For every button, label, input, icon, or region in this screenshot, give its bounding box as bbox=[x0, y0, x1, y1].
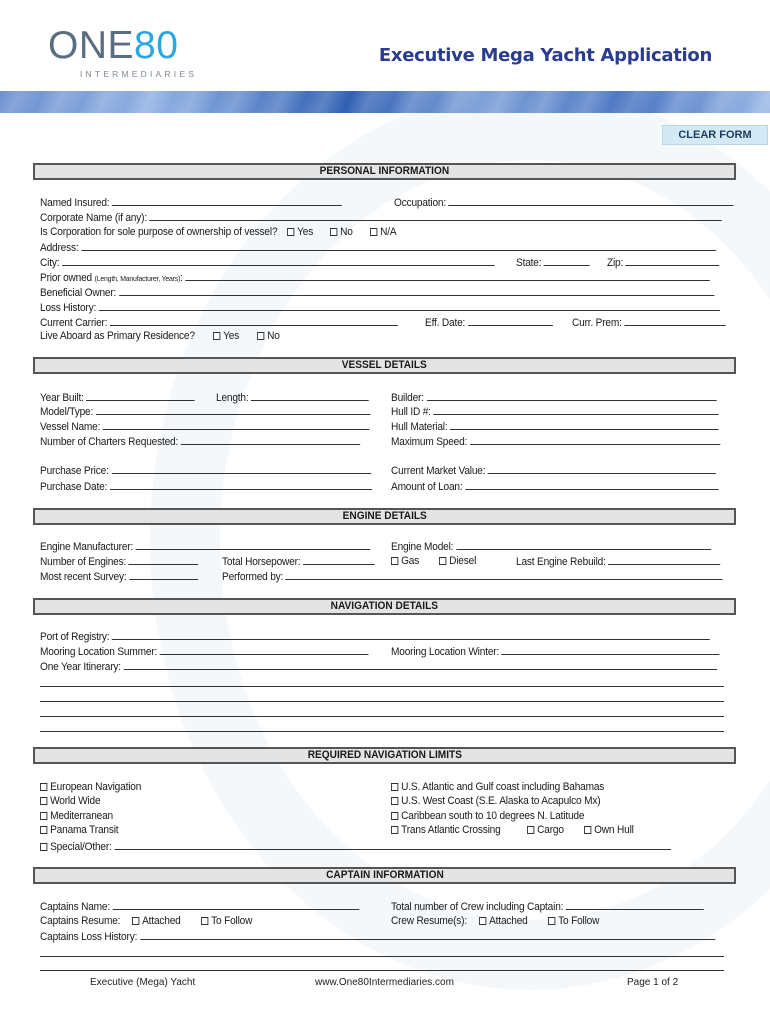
logo-subtitle: INTERMEDIARIES bbox=[80, 69, 198, 79]
mediterranean-checkbox[interactable]: Mediterranean bbox=[40, 810, 113, 823]
footer-form-name: Executive (Mega) Yacht bbox=[90, 977, 196, 988]
corporation-question: Is Corporation for sole purpose of ownership of vessel? bbox=[40, 226, 278, 238]
corporate-name-field[interactable]: Corporate Name (if any): bbox=[40, 211, 722, 225]
footer-page-number: Page 1 of 2 bbox=[627, 977, 679, 988]
hull-id-field[interactable]: Hull ID #: bbox=[391, 405, 719, 419]
maximum-speed-field[interactable]: Maximum Speed: bbox=[391, 435, 720, 449]
caribbean-checkbox[interactable]: Caribbean south to 10 degrees N. Latitude bbox=[391, 810, 584, 823]
live-aboard-question: Live Aboard as Primary Residence? bbox=[40, 330, 195, 342]
eff-date-field[interactable]: Eff. Date: bbox=[425, 316, 552, 330]
number-of-engines-field[interactable]: Number of Engines: bbox=[40, 555, 199, 569]
us-atlantic-checkbox[interactable]: U.S. Atlantic and Gulf coast including Bahamas bbox=[391, 781, 604, 794]
corp-no-checkbox[interactable]: No bbox=[330, 226, 353, 239]
year-built-field[interactable]: Year Built: bbox=[40, 391, 195, 405]
crew-resume-attached-checkbox[interactable]: Attached bbox=[479, 915, 528, 928]
special-other-field[interactable]: Special/Other: bbox=[40, 840, 671, 854]
panama-transit-checkbox[interactable]: Panama Transit bbox=[40, 824, 118, 837]
address-field[interactable]: Address: bbox=[40, 241, 716, 255]
captains-name-field[interactable]: Captains Name: bbox=[40, 900, 359, 914]
itinerary-line[interactable] bbox=[40, 731, 724, 732]
charters-requested-field[interactable]: Number of Charters Requested: bbox=[40, 435, 360, 449]
live-aboard-yes-checkbox[interactable]: Yes bbox=[213, 330, 239, 343]
diesel-checkbox[interactable]: Diesel bbox=[439, 555, 476, 568]
itinerary-field[interactable]: One Year Itinerary: bbox=[40, 660, 717, 674]
captains-resume-label: Captains Resume: bbox=[40, 915, 121, 927]
last-engine-rebuild-field[interactable]: Last Engine Rebuild: bbox=[516, 555, 721, 569]
company-logo: ONE80 bbox=[48, 24, 179, 67]
state-field[interactable]: State: bbox=[516, 256, 590, 270]
clear-form-button[interactable]: CLEAR FORM bbox=[662, 125, 768, 145]
world-wide-checkbox[interactable]: World Wide bbox=[40, 795, 100, 808]
engine-model-field[interactable]: Engine Model: bbox=[391, 540, 711, 554]
crew-total-field[interactable]: Total number of Crew including Captain: bbox=[391, 900, 704, 914]
captains-loss-history-field[interactable]: Captains Loss History: bbox=[40, 930, 715, 944]
builder-field[interactable]: Builder: bbox=[391, 391, 716, 405]
document-title: Executive Mega Yacht Application bbox=[378, 45, 712, 66]
market-value-field[interactable]: Current Market Value: bbox=[391, 464, 716, 478]
section-vessel-details: VESSEL DETAILS bbox=[33, 357, 736, 374]
section-navigation-limits: REQUIRED NAVIGATION LIMITS bbox=[33, 747, 736, 764]
amount-loan-field[interactable]: Amount of Loan: bbox=[391, 480, 718, 494]
mooring-summer-field[interactable]: Mooring Location Summer: bbox=[40, 645, 369, 659]
section-engine-details: ENGINE DETAILS bbox=[33, 508, 736, 525]
corp-yes-checkbox[interactable]: Yes bbox=[287, 226, 313, 239]
crew-resume-follow-checkbox[interactable]: To Follow bbox=[548, 915, 599, 928]
mooring-winter-field[interactable]: Mooring Location Winter: bbox=[391, 645, 720, 659]
gas-checkbox[interactable]: Gas bbox=[391, 555, 419, 568]
live-aboard-no-checkbox[interactable]: No bbox=[257, 330, 280, 343]
loss-history-line[interactable] bbox=[40, 970, 724, 971]
named-insured-field[interactable]: Named Insured: bbox=[40, 196, 342, 210]
itinerary-line[interactable] bbox=[40, 701, 724, 702]
prior-owned-field[interactable]: Prior owned (Length, Manufacturer, Years): bbox=[40, 271, 710, 285]
vessel-name-field[interactable]: Vessel Name: bbox=[40, 420, 370, 434]
model-type-field[interactable]: Model/Type: bbox=[40, 405, 370, 419]
itinerary-line[interactable] bbox=[40, 716, 724, 717]
current-carrier-field[interactable]: Current Carrier: bbox=[40, 316, 398, 330]
cargo-checkbox[interactable]: Cargo bbox=[527, 824, 564, 837]
hull-material-field[interactable]: Hull Material: bbox=[391, 420, 719, 434]
loss-history-field[interactable]: Loss History: bbox=[40, 301, 720, 315]
occupation-field[interactable]: Occupation: bbox=[394, 196, 734, 210]
performed-by-field[interactable]: Performed by: bbox=[222, 570, 723, 584]
european-navigation-checkbox[interactable]: European Navigation bbox=[40, 781, 141, 794]
footer-website: www.One80Intermediaries.com bbox=[315, 977, 454, 988]
curr-prem-field[interactable]: Curr. Prem: bbox=[572, 316, 726, 330]
captain-resume-follow-checkbox[interactable]: To Follow bbox=[201, 915, 252, 928]
crew-resume-label: Crew Resume(s): bbox=[391, 915, 467, 927]
trans-atlantic-checkbox[interactable]: Trans Atlantic Crossing bbox=[391, 824, 501, 837]
section-captain-information: CAPTAIN INFORMATION bbox=[33, 867, 736, 884]
us-west-coast-checkbox[interactable]: U.S. West Coast (S.E. Alaska to Acapulco Mx) bbox=[391, 795, 600, 808]
beneficial-owner-field[interactable]: Beneficial Owner: bbox=[40, 286, 714, 300]
recent-survey-field[interactable]: Most recent Survey: bbox=[40, 570, 198, 584]
total-horsepower-field[interactable]: Total Horsepower: bbox=[222, 555, 375, 569]
section-navigation-details: NAVIGATION DETAILS bbox=[33, 598, 736, 615]
length-field[interactable]: Length: bbox=[216, 391, 369, 405]
captain-resume-attached-checkbox[interactable]: Attached bbox=[132, 915, 181, 928]
itinerary-line[interactable] bbox=[40, 686, 724, 687]
header-banner-sheen bbox=[0, 91, 770, 113]
purchase-price-field[interactable]: Purchase Price: bbox=[40, 464, 371, 478]
loss-history-line[interactable] bbox=[40, 956, 724, 957]
engine-manufacturer-field[interactable]: Engine Manufacturer: bbox=[40, 540, 370, 554]
city-field[interactable]: City: bbox=[40, 256, 494, 270]
zip-field[interactable]: Zip: bbox=[607, 256, 720, 270]
section-personal-information: PERSONAL INFORMATION bbox=[33, 163, 736, 180]
own-hull-checkbox[interactable]: Own Hull bbox=[584, 824, 634, 837]
purchase-date-field[interactable]: Purchase Date: bbox=[40, 480, 372, 494]
corp-na-checkbox[interactable]: N/A bbox=[370, 226, 396, 239]
port-of-registry-field[interactable]: Port of Registry: bbox=[40, 630, 710, 644]
